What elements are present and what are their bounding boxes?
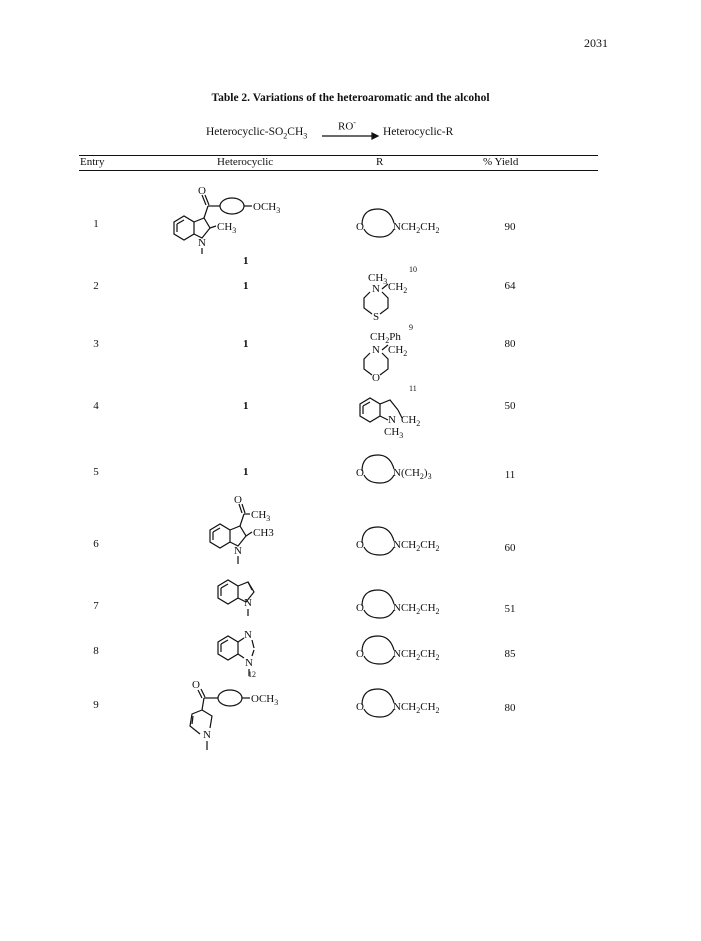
label-CH3	[251, 509, 270, 523]
label-part: CH	[420, 648, 436, 660]
structure-entry6-r	[356, 521, 476, 557]
page-number: 2031	[584, 36, 608, 50]
label-sub: 2	[435, 544, 440, 553]
atom-N: N	[388, 414, 396, 426]
label-sub: 3	[427, 472, 432, 481]
table-title: Table 2. Variations of the heteroaromatic and the alcohol	[211, 92, 490, 104]
atom-O: O	[234, 494, 242, 506]
structure-entry8-heterocyclic	[212, 626, 282, 678]
label-NCH2CH2	[393, 701, 440, 715]
entry-number: 1	[93, 218, 99, 230]
compound-ref: 1	[243, 338, 249, 350]
atom-O: O	[192, 679, 200, 691]
label-part: NCH	[393, 221, 417, 233]
label-CH2	[388, 344, 407, 358]
compound-ref: 1	[243, 400, 249, 412]
label-sub: 2	[403, 349, 408, 358]
label-CH2	[388, 281, 407, 295]
label-part: CH	[420, 221, 436, 233]
atom-N: N	[245, 657, 253, 669]
label-CH3-sub: 3	[232, 226, 237, 235]
reactant-sub1: 2	[283, 131, 288, 141]
atom-N: N	[203, 729, 211, 741]
yield-value: 80	[504, 338, 516, 350]
yield-value: 50	[504, 400, 516, 412]
label-NCH2-3	[393, 467, 432, 481]
entry-number: 4	[93, 400, 99, 412]
label-CH3-entry6: CH3	[253, 527, 274, 539]
label-part: CH	[420, 602, 436, 614]
label-part: CH	[388, 281, 404, 293]
structure-entry6-heterocyclic	[200, 490, 310, 570]
atom-S: S	[373, 311, 380, 320]
label-part: CH	[388, 344, 404, 356]
label-part: CH	[251, 509, 267, 521]
yield-value: 51	[504, 603, 516, 615]
label-sub: 2	[435, 607, 440, 616]
entry-number: 8	[93, 645, 99, 657]
table-top-rule	[79, 155, 598, 156]
label-part: CH	[420, 539, 436, 551]
compound-ref: 1	[243, 255, 249, 267]
label-sub: 2	[385, 336, 390, 345]
label-sub: 3	[266, 514, 271, 523]
atom-O: O	[372, 372, 380, 381]
label-sub: 2	[435, 226, 440, 235]
structure-entry9-heterocyclic	[182, 678, 312, 754]
reaction-arrow	[320, 130, 380, 142]
label-sub: 2	[416, 544, 421, 553]
label-part: NCH	[393, 648, 417, 660]
reagent-text: RO	[338, 120, 354, 133]
atom-O: O	[356, 221, 364, 233]
yield-value: 80	[504, 702, 516, 714]
label-OCH3-text: OCH	[253, 201, 277, 213]
header-heterocyclic: Heterocyclic	[217, 156, 274, 168]
structure-entry3-r	[360, 329, 450, 381]
structure-entry1-heterocyclic	[162, 184, 302, 256]
label-CH2	[401, 414, 420, 428]
atom-N: N	[198, 237, 206, 249]
structure-entry7-heterocyclic	[212, 574, 282, 620]
ref-number: 11	[409, 384, 417, 393]
label-CH3-text: CH	[217, 221, 233, 233]
label-NCH2CH2	[393, 602, 440, 616]
label-sub: 2	[416, 419, 421, 428]
label-part: )	[423, 467, 428, 479]
structure-entry1-r	[356, 203, 476, 239]
label-NCH2CH2	[393, 648, 440, 662]
scheme-reactant	[206, 126, 307, 140]
label-sub: 3	[274, 698, 279, 707]
label-sub: 2	[416, 706, 421, 715]
entry-number: 5	[93, 466, 99, 478]
entry-number: 3	[93, 338, 99, 350]
atom-N: N	[372, 283, 380, 295]
atom-O: O	[356, 467, 364, 479]
atom-O: O	[356, 701, 364, 713]
label-sub: 2	[416, 653, 421, 662]
structure-entry4-r	[354, 390, 454, 442]
reagent-sup: -	[353, 118, 356, 127]
header-entry: Entry	[80, 156, 105, 168]
label-NCH2CH2	[393, 221, 440, 235]
atom-N: N	[244, 597, 252, 609]
label-part: NCH	[393, 701, 417, 713]
compound-ref: 1	[243, 466, 249, 478]
label-part: CH	[420, 701, 436, 713]
label-sub: 2	[435, 706, 440, 715]
label-part: CH	[370, 331, 386, 343]
yield-value: 90	[504, 221, 516, 233]
ref-number: 9	[409, 323, 413, 332]
label-CH2Ph	[370, 331, 401, 345]
entry-number: 2	[93, 280, 99, 292]
atom-O: O	[356, 648, 364, 660]
label-sub: 2	[416, 607, 421, 616]
structure-entry9-r	[356, 683, 476, 719]
scheme-product: Heterocyclic-R	[383, 126, 454, 138]
yield-value: 60	[504, 542, 516, 554]
header-r: R	[376, 156, 384, 168]
atom-N: N	[234, 545, 242, 557]
label-part: NCH	[393, 602, 417, 614]
atom-O: O	[356, 602, 364, 614]
ref-number: 12	[248, 670, 256, 679]
label-CH3	[384, 426, 403, 440]
label-NCH2CH2	[393, 539, 440, 553]
ref-number: 10	[409, 265, 417, 274]
compound-ref: 1	[243, 280, 249, 292]
label-CH3	[217, 221, 236, 235]
structure-entry7-r	[356, 584, 476, 620]
label-part: CH	[368, 272, 384, 284]
header-yield: % Yield	[483, 156, 519, 168]
yield-value: 85	[504, 648, 516, 660]
entry-number: 7	[93, 600, 99, 612]
label-OCH3	[253, 201, 280, 215]
atom-O: O	[198, 185, 206, 197]
reactant-text: Heterocyclic-SO	[206, 126, 284, 138]
label-part: Ph	[389, 331, 401, 343]
label-part: CH	[384, 426, 400, 438]
entry-number: 9	[93, 699, 99, 711]
atom-N: N	[244, 629, 252, 641]
label-part: N(CH	[393, 467, 420, 479]
reactant-mid: CH	[287, 126, 304, 138]
label-part: NCH	[393, 539, 417, 551]
label-OCH3	[251, 693, 278, 707]
label-sub: 2	[403, 286, 408, 295]
label-part: OCH	[251, 693, 275, 705]
yield-value: 11	[504, 469, 516, 481]
atom-O: O	[356, 539, 364, 551]
atom-N: N	[372, 344, 380, 356]
label-sub: 2	[435, 653, 440, 662]
label-sub: 3	[399, 431, 404, 440]
label-sub: 2	[416, 226, 421, 235]
structure-entry8-r	[356, 630, 476, 666]
label-OCH3-sub: 3	[276, 206, 281, 215]
reactant-sub2: 3	[303, 131, 308, 141]
label-sub: 3	[383, 277, 388, 286]
structure-entry2-r	[360, 270, 450, 320]
yield-value: 64	[504, 280, 516, 292]
label-sub: 2	[419, 472, 424, 481]
label-part: CH	[401, 414, 417, 426]
entry-number: 6	[93, 538, 99, 550]
table-header-rule	[79, 170, 598, 171]
structure-entry5-r	[356, 449, 476, 485]
